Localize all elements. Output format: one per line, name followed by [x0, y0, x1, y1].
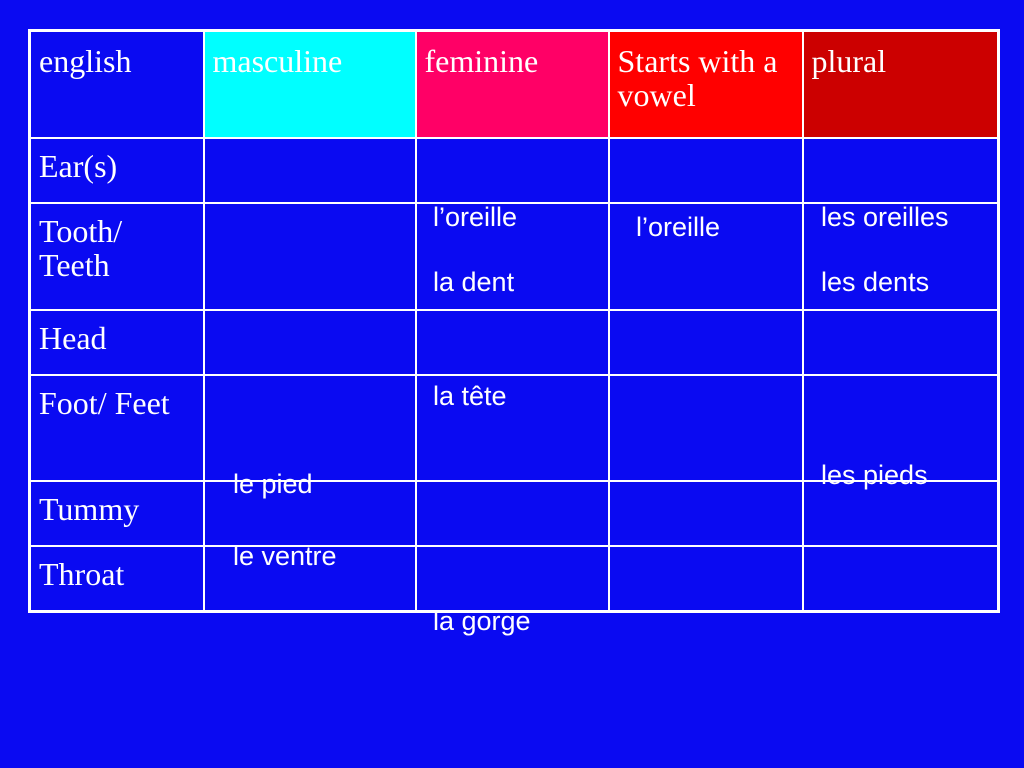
cell-plural: [803, 310, 999, 375]
table-row: [30, 546, 999, 612]
table-row: [30, 138, 999, 203]
cell-starts-with-vowel: [609, 546, 803, 612]
cell-plural: [803, 546, 999, 612]
cell-starts-with-vowel: [609, 375, 803, 481]
row-english-tooth-teeth: Tooth/ Teeth: [30, 203, 204, 310]
cell-feminine: [416, 138, 609, 203]
header-starts-with-vowel: Starts with a vowel: [609, 31, 803, 138]
table-row: [30, 481, 999, 546]
answer-masculine-pied: le pied: [233, 469, 313, 499]
cell-feminine: [416, 310, 609, 375]
answer-plural-dents: les dents: [821, 267, 930, 297]
cell-starts-with-vowel: [609, 481, 803, 546]
answer-feminine-oreille: l’oreille: [433, 202, 518, 232]
cell-masculine: [204, 203, 416, 310]
table-row: [30, 310, 999, 375]
row-english-tummy: Tummy: [30, 481, 204, 546]
row-english-ears: Ear(s): [30, 138, 204, 203]
cell-plural: [803, 481, 999, 546]
header-masculine: masculine: [204, 31, 416, 138]
header-english: english: [30, 31, 204, 138]
answer-plural-oreilles: les oreilles: [821, 202, 949, 232]
answer-feminine-gorge: la gorge: [433, 606, 531, 636]
answer-masculine-ventre: le ventre: [233, 541, 337, 571]
answer-feminine-tete: la tête: [433, 381, 507, 411]
row-english-foot-feet: Foot/ Feet: [30, 375, 204, 481]
cell-starts-with-vowel: [609, 310, 803, 375]
cell-feminine: [416, 481, 609, 546]
cell-plural: [803, 138, 999, 203]
answer-plural-pieds: les pieds: [821, 460, 928, 490]
answer-feminine-dent: la dent: [433, 267, 515, 297]
table-header-row: [30, 31, 999, 138]
answer-vowel-oreille: l’oreille: [636, 212, 721, 242]
cell-feminine: [416, 546, 609, 612]
row-english-throat: Throat: [30, 546, 204, 612]
vocabulary-table: [28, 29, 1000, 613]
row-english-head: Head: [30, 310, 204, 375]
cell-masculine: [204, 310, 416, 375]
header-feminine: feminine: [416, 31, 609, 138]
cell-masculine: [204, 138, 416, 203]
cell-masculine: [204, 375, 416, 481]
cell-starts-with-vowel: [609, 138, 803, 203]
header-plural: plural: [803, 31, 999, 138]
